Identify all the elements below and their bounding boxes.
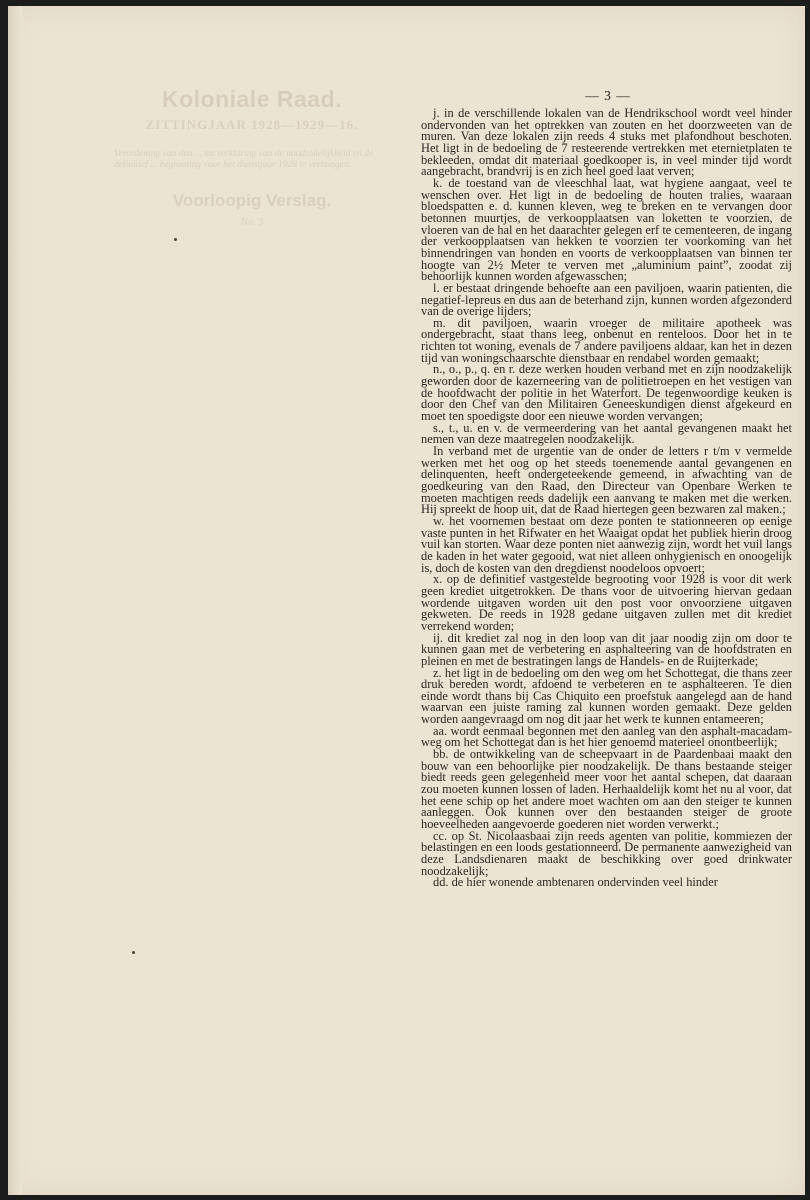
paragraph: w. het voornemen bestaat om deze ponten te stationneeren op eenige vaste punten in het Rifwater en het Waaigat opdat het publiek hierin droog vuil kan storten. Waar deze ponten niet aanwezig zijn, wordt het vuil langs de kaden in het water gegooid, wat niet alleen onhygienisch en onoogelijk is, doch de kosten van den dregdienst noodeloos opvoert; — [421, 513, 792, 575]
show-through-number: No. 3 — [240, 217, 264, 228]
paragraph: z. het ligt in de bedoeling om den weg om het Schottegat, die thans zeer druk bereden wordt, afdoend te verbeteren en te asphalteeren. Te dien einde wordt thans bij Cas Chiquito een proefstuk aangelegd aan de hand waarvan een juiste raming zal kunnen worden gemaakt. Deze gelden worden aangevraagd om nog dit jaar het werk te kunnen entameeren; — [421, 665, 792, 727]
page-edge — [8, 6, 22, 1195]
paper-speck — [174, 238, 177, 241]
paragraph: cc. op St. Nicolaasbaai zijn reeds agenten van politie, kommiezen der belastingen en een loods gestationneerd. De permanente aanwezigheid van deze Landsdienaren maakt de beschikking over goed drinkwater noodzakelijk; — [421, 828, 792, 878]
paragraph: In verband met de urgentie van de onder de letters r t/m v vermelde werken met het oog op het steeds toenemende aantal gevangenen en delinquenten, heeft ondergeteekende gemeend, in afwachting van de goedkeuring van den Raad, den Directeur van Openbare Werken te moeten machtigen reeds dadelijk een aanvang te maken met die werken. Hij spreekt de hoop uit, dat de Raad hiertegen geen bezwaren zal maken.; — [421, 444, 792, 517]
paragraph: dd. de hier wonende ambtenaren ondervinden veel hinder — [433, 875, 718, 890]
paragraph: bb. de ontwikkeling van de scheepvaart in de Paardenbaai maakt den bouw van een behoorlijke pier noodzakelijk. De thans bestaande steiger biedt reeds geen gelegenheid meer voor het aantal schepen, dat daaraan zou moeten kunnen lossen of laden. Herhaaldelijk komt het nu al voor, dat het eene schip op het andere moet wachten om aan den steiger te kunnen aanleggen. Ook kunnen over den bestaanden steiger de groote hoeveelheden aangevoerde goederen niet worden verwerkt.; — [421, 747, 792, 832]
show-through-title: Koloniale Raad. — [161, 86, 343, 112]
body-text-column — [421, 108, 792, 889]
paragraph: ij. dit krediet zal nog in den loop van dit jaar noodig zijn om door te kunnen gaan met de verbetering en asphalteering van de hoofdstraten en pleinen en met de bestratingen langs de Handels- en de Ruijterkade; — [421, 630, 792, 668]
paragraph: aa. wordt eenmaal begonnen met den aanleg van den asphalt-macadam-weg om het Schottegat dan is het hier genoemd materieel onontbeerlijk; — [421, 723, 792, 750]
paragraph: s., t., u. en v. de vermeerdering van het aantal gevangenen maakt het nemen van deze maatregelen noodzakelijk. — [421, 420, 792, 447]
page-number: — 3 — — [585, 88, 631, 103]
paragraph: x. op de definitief vastgestelde begrooting voor 1928 is voor dit werk geen krediet uitgetrokken. De thans voor de uitvoering hiervan gedaan wordende uitgaven worden uit den post voor onvoorziene uitgaven gekweten. De reeds in 1928 gedane uitgaven zullen met dit krediet verrekend worden; — [421, 572, 792, 633]
paragraph: k. de toestand van de vleeschhal laat, wat hygiene aangaat, veel te wenschen over. Het ligt in de bedoeling de houten tralies, waaraan bloedspatten e. d. kunnen kleven, weg te breken en te vervangen door betonnen muurtjes, de verkoopplaatsen van loketten te voorzien, de vloeren van de hal en het daarachter gelegen erf te cementeeren, de ingang der verkoopplaatsen van hekken te voorzien ter voorkoming van het binnendringen van honden en voorts de verkoopplaatsen van binnen ter hoogte van 2½ Meter te verven met „aluminium paint”, zoodat zij behoorlijk kunnen worden afgewasschen; — [421, 175, 792, 284]
paper-speck — [132, 951, 135, 954]
show-through-report: Voorloopig Verslag. — [172, 191, 332, 210]
show-through-session: ZITTINGJAAR 1928—1929—16. — [145, 117, 359, 132]
paragraph: j. in de verschillende lokalen van de Hendrikschool wordt veel hinder ondervonden van het optrekken van zouten en het doorzweeten van de muren. Van deze lokalen zijn reeds 4 stuks met plafondhout beschoten. Het ligt in de bedoeling de 7 resteerende vertrekken met eternietplaten te bekleeden, omdat dit materiaal goedkooper is, in veel minder tijd wordt aangebracht, brandvrij is en zich heel goed laat verven; — [421, 106, 792, 179]
paragraph: m. dit paviljoen, waarin vroeger de militaire apotheek was ondergebracht, staat thans leeg, onbenut en renteloos. Door het in te richten tot woning, evenals de 7 andere paviljoens aldaar, kan het in dezen tijd van woningschaarschte dienstbaar en rendabel worden gemaakt; — [421, 315, 792, 365]
show-through-subject: Verordening van den ... tot verklaring van de noodzakelijkheid en de definitief ... begrooting voor het dienstjaar 1928 te verhoogen. — [114, 149, 374, 170]
paragraph: l. er bestaat dringende behoefte aan een paviljoen, waarin patienten, die negatief-lepreus en dus aan de beterhand zijn, kunnen worden afgezonderd van de overige lijders; — [421, 280, 792, 319]
show-through-header — [112, 86, 392, 228]
document-page — [8, 6, 805, 1195]
paragraph: n., o., p., q. en r. deze werken houden verband met en zijn noodzakelijk geworden door de kazerneering van de politietroepen en het vestigen van de hoofdwacht der politie in het Waterfort. De tegenwoordige keuken is door den Chef van den Militairen Geneeskundigen dienst afgekeurd en moet ten spoedigste door een nieuwe worden vervangen; — [421, 362, 792, 424]
